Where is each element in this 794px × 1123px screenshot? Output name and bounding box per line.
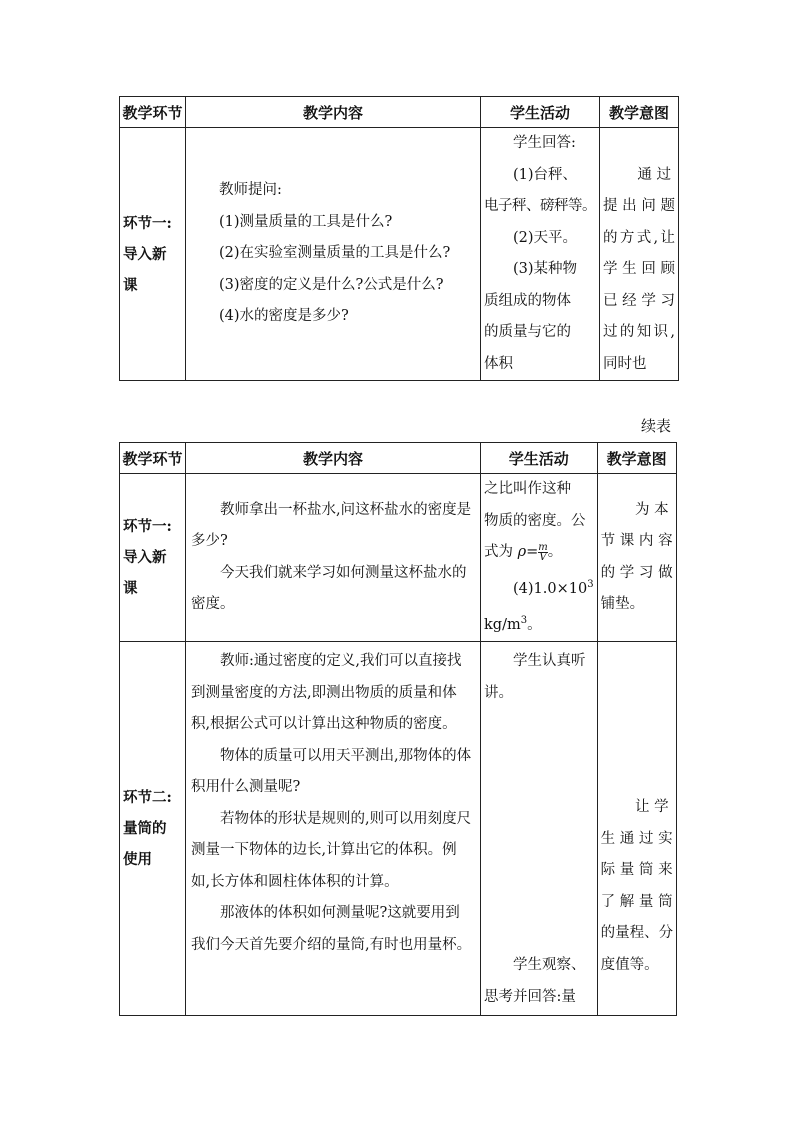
intent-line: 通 过 [637, 166, 671, 183]
stage-line: 导入新 [123, 549, 167, 567]
intent-cell [600, 128, 679, 381]
content-paragraph: 今天我们就来学习如何测量这杯盐水的密度。 [191, 564, 467, 613]
student-line: (2)天平。 [513, 229, 578, 246]
continued-label: 续表 [641, 417, 672, 435]
intent-line: 了解量筒 [600, 893, 673, 910]
student-line: 的质量与它的 [484, 324, 571, 340]
content-paragraph: 那液体的体积如何测量呢?这就要用到我们今天首先要介绍的量筒,有时也用量杯。 [191, 905, 472, 953]
intent-line: 的量程、分 [600, 925, 673, 942]
question-item: (4)水的密度是多少? [219, 308, 349, 325]
student-cell [481, 642, 598, 1016]
student-line: 质组成的物体 [484, 292, 571, 309]
water-density-unit-line [484, 605, 594, 641]
water-density-value: (4)1.0×10 [513, 580, 588, 597]
stage-cell [120, 642, 186, 1016]
stage-cell [120, 474, 186, 642]
header-content: 教学内容 [186, 443, 481, 474]
stage-line: 环节一: [123, 214, 172, 232]
water-density-line [484, 569, 594, 605]
lesson-table-2 [119, 442, 677, 1016]
intent-line: 节课内容 [600, 533, 673, 550]
header-intent: 教学意图 [597, 443, 676, 474]
header-row [120, 97, 679, 128]
stage-cell [120, 128, 186, 381]
intent-line: 铺垫。 [600, 596, 645, 613]
content-cell [186, 128, 481, 381]
student-line: 学生观察、思考并回答:量 [484, 957, 586, 1005]
table-row [120, 474, 677, 642]
intent-line: 学生回顾 [603, 261, 675, 277]
question-item: (3)密度的定义是什么?公式是什么? [219, 276, 444, 293]
stage-line: 环节一: [123, 518, 172, 536]
student-line: (1)台秤、 [513, 166, 578, 183]
header-intent: 教学意图 [600, 97, 679, 128]
table-row [120, 642, 677, 1016]
intent-line: 的学习做 [600, 564, 673, 581]
density-unit: kg/m [484, 616, 521, 633]
stage-line: 导入新 [123, 245, 167, 263]
header-content: 教学内容 [186, 97, 481, 128]
formula-end: 。 [547, 544, 563, 560]
stage-line: 环节二: [123, 789, 172, 807]
header-row [120, 443, 677, 474]
student-line: 学生回答: [513, 135, 576, 151]
intent-line: 生通过实 [600, 830, 673, 847]
content-paragraph: 教师拿出一杯盐水,问这杯盐水的密度是多少? [191, 501, 472, 550]
formula-numerator: m [538, 541, 548, 553]
intent-cell [597, 474, 676, 642]
content-paragraph: 教师:通过密度的定义,我们可以直接找到测量密度的方法,即测出物质的质量和体积,根据公式可以计算出这种物质的密度。 [191, 653, 462, 733]
question-item: (2)在实验室测量质量的工具是什么? [219, 245, 451, 262]
header-student: 学生活动 [481, 443, 598, 474]
intent-line: 过的知识, [603, 324, 675, 340]
student-line: 之比叫作这种 [484, 481, 571, 497]
header-stage: 教学环节 [120, 97, 186, 128]
formula-lhs: ρ= [517, 544, 539, 560]
intent-line: 已经学习 [603, 292, 675, 309]
density-formula [484, 537, 594, 569]
student-cell [481, 474, 598, 642]
question-item: (1)测量质量的工具是什么? [219, 213, 393, 230]
formula-prefix: 式为 [484, 544, 513, 560]
water-density-exp: 3 [587, 578, 594, 590]
formula-fraction [538, 543, 547, 562]
intent-line: 让 学 [634, 799, 669, 816]
content-paragraph: 物体的质量可以用天平测出,那物体的体积用什么测量呢? [191, 747, 472, 796]
stage-line: 使用 [123, 851, 152, 869]
teacher-question-intro: 教师提问: [219, 182, 282, 199]
student-line: 物质的密度。公 [484, 512, 586, 529]
intent-line: 的方式,让 [603, 229, 675, 246]
content-paragraph: 若物体的形状是规则的,则可以用刻度尺测量一下物体的边长,计算出它的体积。例如,长方体和圆柱体体积的计算。 [191, 810, 472, 890]
student-line: 电子秤、磅秤等。 [484, 198, 596, 214]
stage-line: 课 [123, 276, 138, 294]
intent-line: 际量筒来 [600, 862, 673, 879]
table-row [120, 128, 679, 381]
student-line: 学生认真听讲。 [484, 653, 586, 701]
intent-line: 同时也 [603, 355, 647, 372]
lesson-table-1 [119, 96, 679, 381]
student-line: (3)某种物 [513, 261, 578, 277]
unit-end: 。 [527, 616, 542, 633]
intent-line: 提出问题 [603, 198, 675, 214]
intent-line: 度值等。 [600, 956, 659, 973]
density-unit-exp: 3 [520, 614, 528, 626]
content-cell [186, 642, 481, 1016]
header-student: 学生活动 [481, 97, 600, 128]
intent-line: 为 本 [634, 501, 669, 518]
intent-cell [597, 642, 676, 1016]
header-stage: 教学环节 [120, 443, 186, 474]
stage-line: 课 [123, 580, 138, 598]
student-line: 体积 [484, 355, 513, 372]
formula-denominator: V [539, 551, 547, 563]
stage-line: 量筒的 [123, 820, 167, 838]
content-cell [186, 474, 481, 642]
student-cell [481, 128, 600, 381]
